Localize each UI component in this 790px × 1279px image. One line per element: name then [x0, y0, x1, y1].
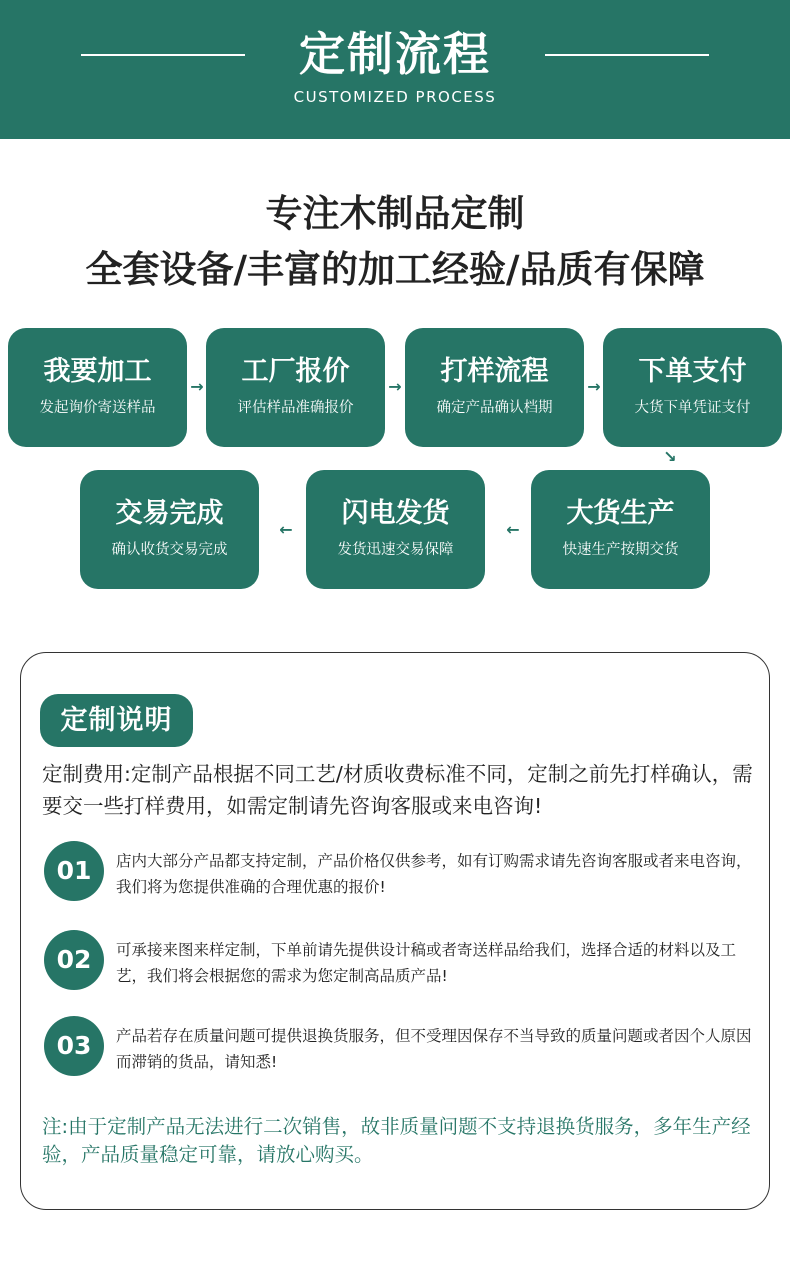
item-number-badge: 03 [44, 1016, 104, 1076]
step-desc: 大货下单凭证支付 [634, 400, 751, 416]
step-desc: 发货迅速交易保障 [337, 542, 454, 558]
step-title: 交易完成 [115, 498, 224, 529]
page-title: 定制流程 [299, 27, 491, 81]
step-title: 打样流程 [440, 356, 549, 387]
arrow-down-icon: ↘ [663, 447, 677, 466]
step-inquiry [8, 328, 187, 447]
fee-description: 定制费用:定制产品根据不同工艺/材质收费标准不同，定制之前先打样确认，需要交一些打样费用，如需定制请先咨询客服或来电咨询! [42, 762, 753, 818]
step-desc: 确定产品确认档期 [436, 400, 553, 416]
step-desc: 确认收货交易完成 [111, 542, 228, 558]
step-sampling [405, 328, 584, 447]
arrow-left-icon: ← [279, 520, 293, 539]
arrow-left-icon: ← [506, 520, 520, 539]
headline-line-1: 专注木制品定制 [265, 192, 525, 235]
arrow-right-icon: → [388, 377, 402, 396]
step-desc: 评估样品准确报价 [237, 400, 354, 416]
headline-line-2: 全套设备/丰富的加工经验/品质有保障 [85, 248, 705, 291]
arrow-right-icon: → [190, 377, 204, 396]
step-title: 大货生产 [566, 498, 675, 529]
step-title: 工厂报价 [241, 356, 350, 387]
step-title: 下单支付 [638, 356, 747, 387]
step-production [531, 470, 710, 589]
footnote: 注:由于定制产品无法进行二次销售，故非质量问题不支持退换货服务，多年生产经验，产品质量稳定可靠，请放心购买。 [42, 1115, 751, 1166]
item-text: 店内大部分产品都支持定制，产品价格仅供参考，如有订购需求请先咨询客服或者来电咨询，我们将为您提供准确的合理优惠的报价! [116, 852, 752, 896]
item-text: 产品若存在质量问题可提供退换货服务，但不受理因保存不当导致的质量问题或者因个人原因而滞销的货品，请知悉! [116, 1027, 752, 1071]
item-number-badge: 02 [44, 930, 104, 990]
page-subtitle: CUSTOMIZED PROCESS [293, 88, 497, 106]
step-title: 闪电发货 [341, 498, 450, 529]
header-banner [0, 0, 790, 139]
arrow-right-icon: → [587, 377, 601, 396]
step-complete [80, 470, 259, 589]
step-desc: 快速生产按期交货 [562, 542, 679, 558]
step-shipping [306, 470, 485, 589]
item-text: 可承接来图来样定制，下单前请先提供设计稿或者寄送样品给我们，选择合适的材料以及工艺，我们将会根据您的需求为您定制高品质产品! [116, 941, 737, 985]
notice-badge: 定制说明 [40, 694, 193, 747]
step-desc: 发起询价寄送样品 [39, 400, 156, 416]
item-number-badge: 01 [44, 841, 104, 901]
step-payment [603, 328, 782, 447]
step-quote [206, 328, 385, 447]
step-title: 我要加工 [43, 356, 152, 387]
